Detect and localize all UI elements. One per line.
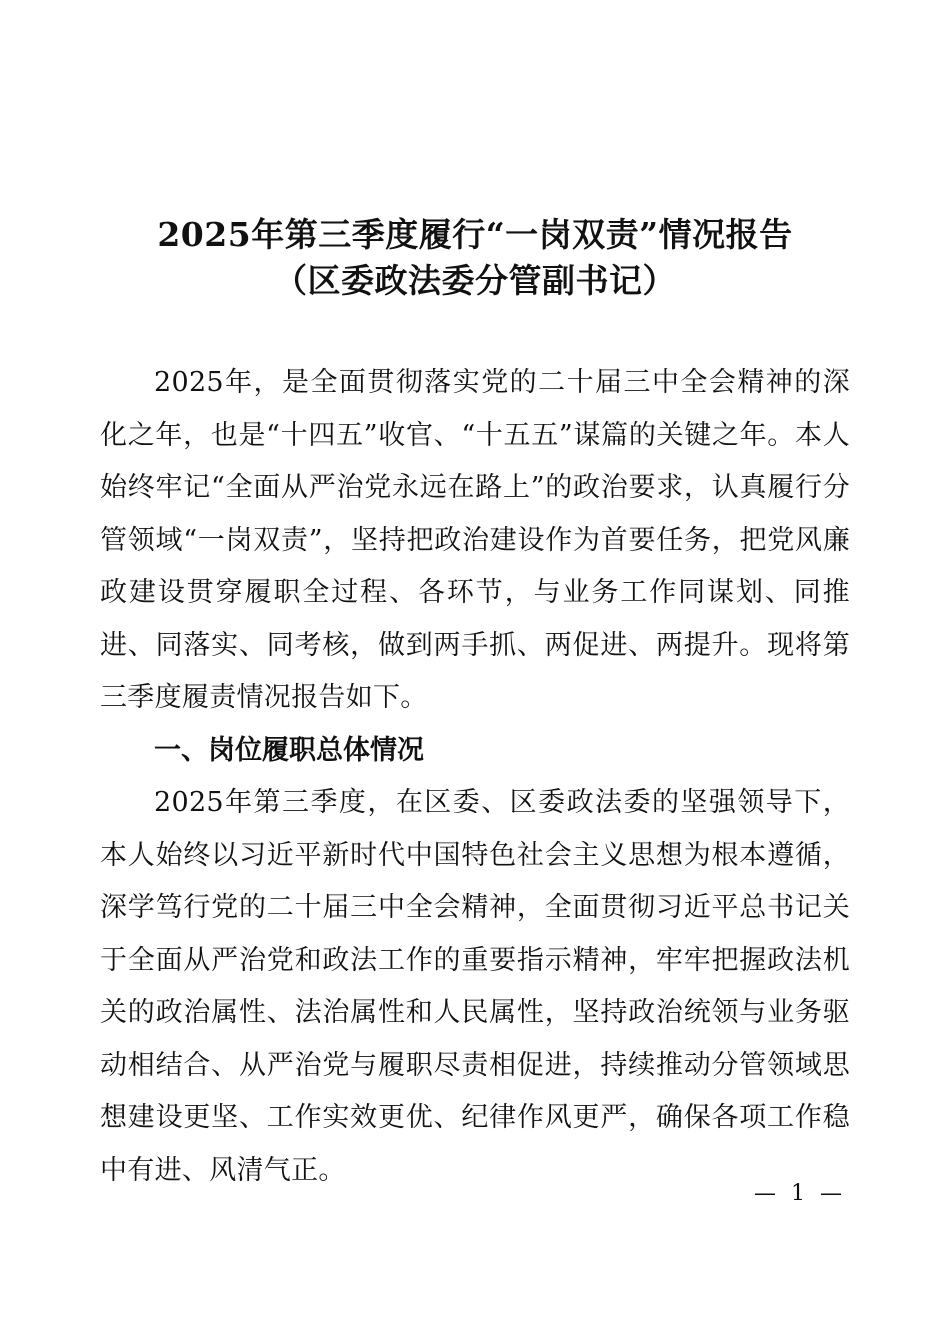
section-heading: 一、岗位履职总体情况 <box>154 734 424 766</box>
page-number: — 1 — <box>754 1181 846 1206</box>
document-subtitle: （区委政法委分管副书记） <box>274 261 676 300</box>
section-paragraph: 2025年第三季度，在区委、区委政法委的坚强领导下，本人始终以习近平新时代中国特色社会主义思想为根本遵循，深学笃行党的二十届三中全会精神，全面贯彻习近平总书记关于全面从严治党和政法工作的重要指示精神，牢牢把握政法机关的政治属性、法治属性和人民属性，坚持政治统领与业务驱动相结合、从严治党与履职尽责相促进，持续推动分管领域思想建设更坚、工作实效更优、纪律作风更严，确保各项工作稳中有进、风清气正。 <box>100 787 850 1186</box>
intro-paragraph: 2025年，是全面贯彻落实党的二十届三中全会精神的深化之年，也是“十四五”收官、“十五五”谋篇的关键之年。本人始终牢记“全面从严治党永远在路上”的政治要求，认真履行分管领域“一岗双责”，坚持把政治建设作为首要任务，把党风廉政建设贯穿履职全过程、各环节，与业务工作同谋划、同推进、同落实、同考核，做到两手抓、两促进、两提升。现将第三季度履责情况报告如下。 <box>100 367 850 713</box>
document-body <box>100 357 850 1197</box>
document-title: 2025年第三季度履行“一岗双责”情况报告 <box>157 215 793 254</box>
